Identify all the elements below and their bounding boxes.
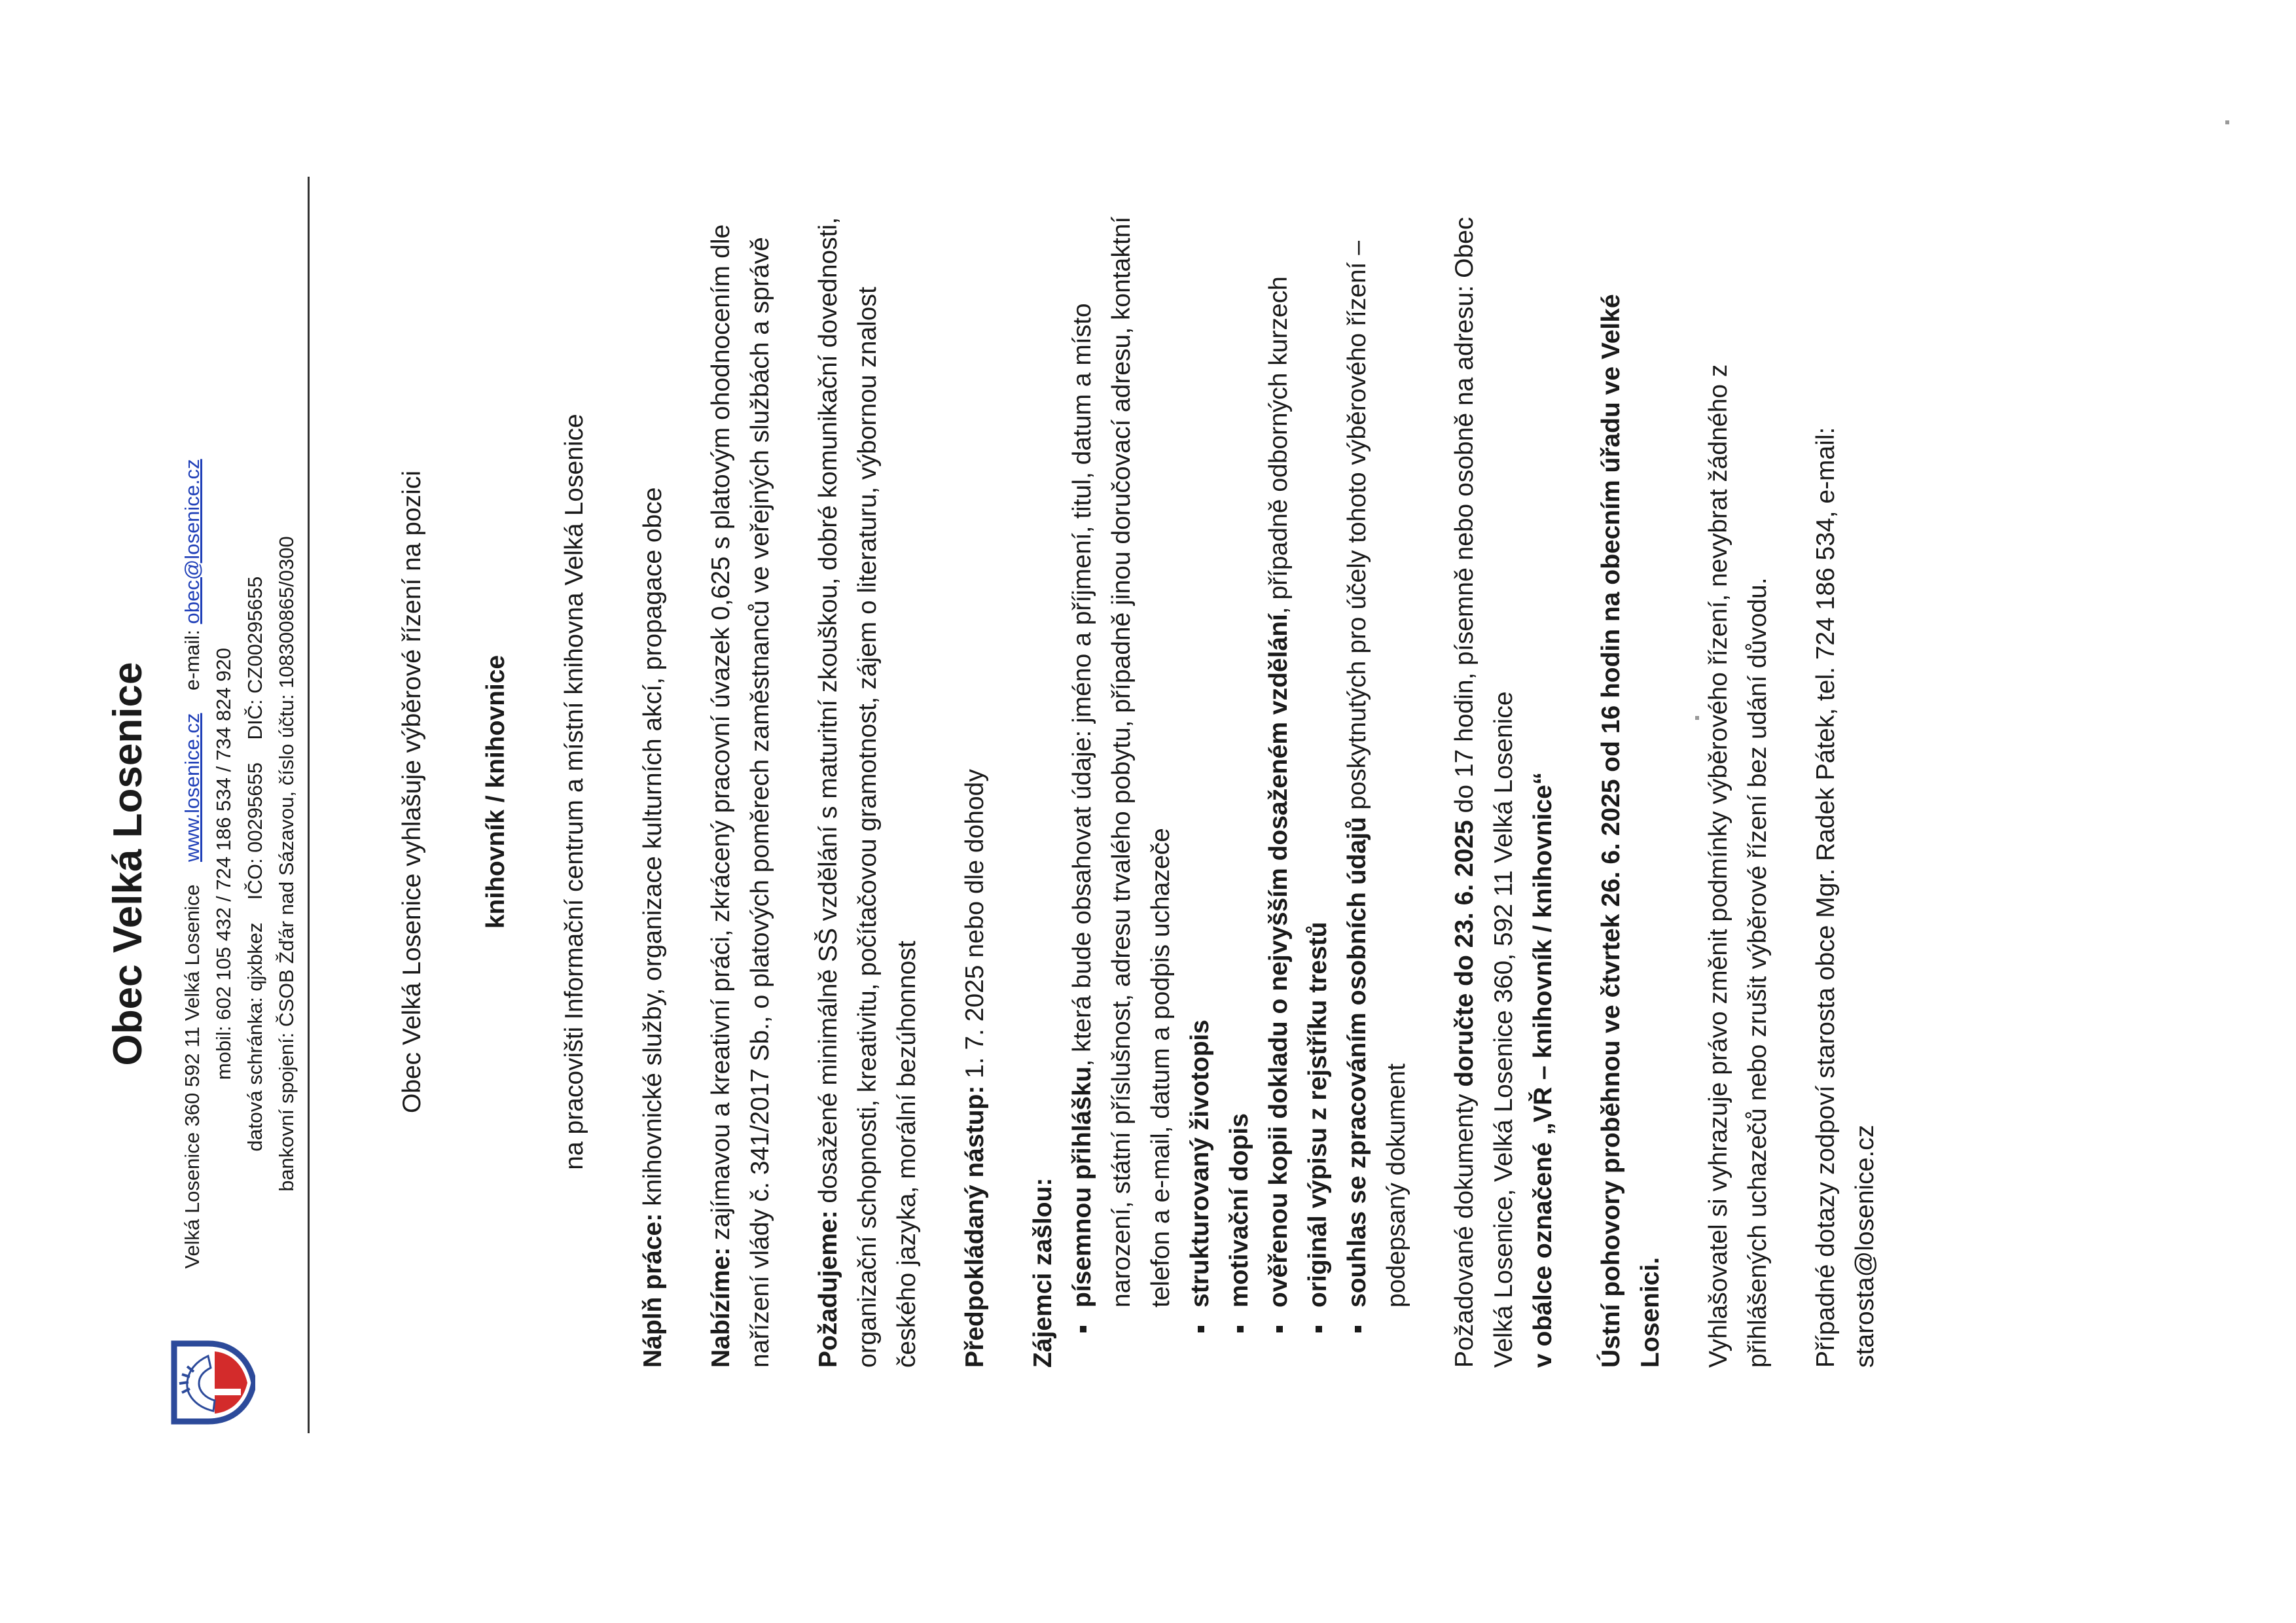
envelope-marking [1524,216,1563,1368]
delivery-instructions [1445,216,1524,1368]
header-divider [308,177,310,1433]
required-documents-list [1063,216,1416,1368]
job-description-text: knihovnické služby, organizace kulturních akcí, propagace obce [639,487,667,1213]
phone-numbers: mobil: 602 105 432 / 724 186 534 / 734 824 920 [212,647,235,1080]
list-item-bold: souhlas se zpracováním osobních údajů [1343,817,1371,1308]
email-link[interactable]: obec@losenice.cz [181,459,204,624]
list-item-text: , která bude obsahovat údaje: jméno a příjmení, titul, datum a místo narození, státní příslušnost, adresu trvalého pobytu, případně jinou doručovací adresu, kontaktní telefon a e-mail, datum a podpis uchazeče [1068,216,1175,1308]
requirements-text: dosažené minimálně SŠ vzdělání s maturitní zkouškou, dobré komunikační dovednosti, organizační schopnosti, kreativitu, počítačovou gramotnost, zájem o literaturu, výbornou znalost českého jazyka, morální bezúhonnost [814,217,921,1368]
reservation-clause: Vyhlašovatel si vyhrazuje právo změnit podmínky výběrového řízení, nevybrat žádného z přihlášených uchazečů nebo zrušit výběrové řízení bez udání důvodu. [1704,364,1772,1368]
scan-mark [1695,716,1699,720]
start-date-text: 1. 7. 2025 nebo dle dohody [961,769,989,1086]
contact-info: Případné dotazy zodpoví starosta obce Mgr. Radek Pátek, tel. 724 186 534, e-mail: starosta@losenice.cz [1812,427,1879,1368]
municipal-coat-of-arms-icon [170,1338,255,1427]
announcement-body [367,216,1885,1368]
envelope-marking-text: v obálce označené „VŘ – knihovník / knihovnice“ [1529,772,1557,1368]
databox-id: datová schránka: qjxbkez [243,922,266,1152]
list-item-bold: ověřenou kopii dokladu o nejvyšším dosaženém vzdělání [1265,614,1293,1308]
scan-mark [2225,120,2229,124]
list-item [1063,216,1181,1332]
email-label: e-mail: [181,630,204,691]
list-item-text: poskytnutých pro účely tohoto výběrového řízení – podepsaný dokument [1343,240,1410,1308]
ico-number: IČO: 00295655 [243,762,266,901]
interviews-text: Ústní pohovory proběhnou ve čtvrtek 26. 6. 2025 od 16 hodin na obecním úřadu ve Velké Losenici. [1597,294,1664,1368]
requirements-label: Požadujeme: [814,1210,842,1368]
list-item [1299,216,1338,1332]
postal-address: Velká Losenice 360 592 11 Velká Losenice [181,884,204,1269]
list-item [1259,216,1299,1332]
announcement-intro: Obec Velká Losenice vyhlašuje výběrové řízení na pozici [398,470,426,1114]
list-item [1181,216,1220,1332]
job-description [634,216,673,1368]
delivery-pre: Požadované dokumenty [1450,1086,1479,1368]
list-item-bold: motivační dopis [1225,1113,1253,1308]
list-item-bold: strukturovaný životopis [1186,1020,1214,1308]
list-item [1338,216,1416,1332]
bank-account: bankovní spojení: ČSOB Žďár nad Sázavou, číslo účtu: 108300865/0300 [275,536,298,1192]
delivery-address: do 17 hodin, písemně nebo osobně na adresu: Obec Velká Losenice, Velká Losenice 360, 592 11 Velká Losenice [1450,217,1518,1368]
documents-heading [1024,216,1063,1368]
position-title: knihovník / knihovnice [482,654,510,929]
list-item [1220,216,1259,1332]
requirements [809,216,927,1368]
contact-row-address [177,406,208,1322]
offer [702,216,780,1368]
municipality-title: Obec Velká Losenice [105,662,151,1066]
delivery-deadline: doručte do 23. 6. 2025 [1450,820,1479,1087]
documents-heading-text: Zájemci zašlou: [1029,1177,1057,1368]
offer-text: zajímavou a kreativní práci, zkrácený pracovní úvazek 0,625 s platovým ohodnocením dle nařízení vlády č. 341/2017 Sb., o platových poměrech zaměstnanců ve veřejných službách a správě [707,224,774,1368]
start-date-label: Předpokládaný nástup: [961,1085,989,1368]
offer-label: Nabízíme: [707,1247,735,1368]
contact-row-ids [240,406,271,1322]
job-description-label: Náplň práce: [639,1213,667,1368]
website-link[interactable]: www.losenice.cz [181,713,204,862]
start-date [956,216,995,1368]
list-item-bold: originál výpisu z rejstříku trestů [1304,921,1332,1308]
dic-number: DIČ: CZ00295655 [243,576,266,740]
list-item-bold: písemnou přihlášku [1068,1066,1096,1308]
list-item-text: , případně odborných kurzech [1265,276,1293,615]
contact-block [177,406,302,1322]
workplace: na pracovišti Informační centrum a místní knihovna Velká Losenice [560,414,588,1170]
interviews-notice [1592,216,1670,1368]
